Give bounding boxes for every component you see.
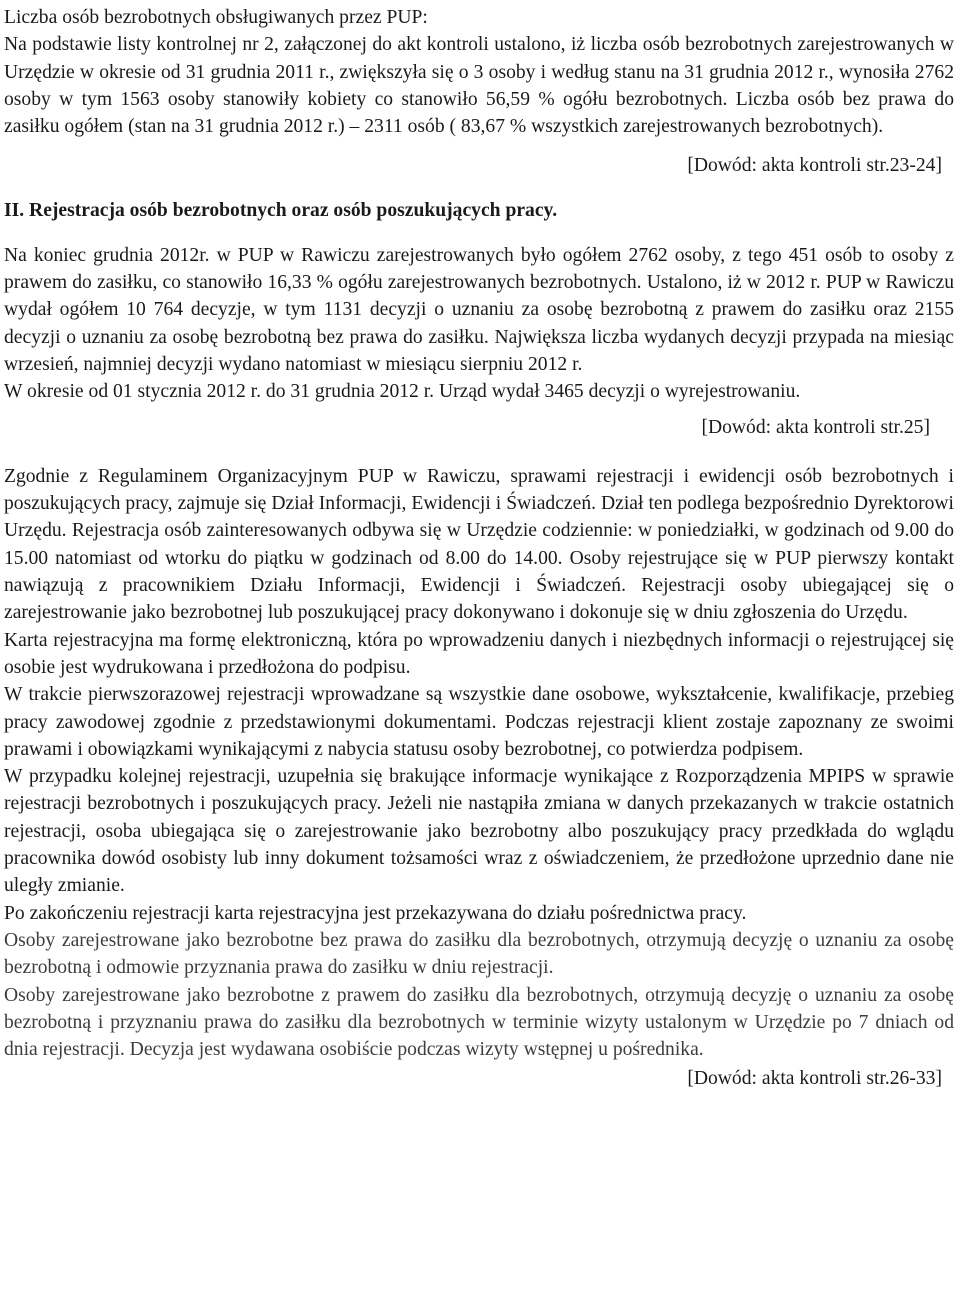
registration-end-paragraph: Po zakończeniu rejestracji karta rejestracyjna jest przekazywana do działu pośrednictwa pracy. (4, 902, 747, 924)
evidence-reference: [Dowód: akta kontroli str.23-24] (687, 155, 942, 177)
organization-paragraph: Zgodnie z Regulaminem Organizacyjnym PUP w Rawiczu, sprawami rejestracji i ewidencji osób bezrobotnych i poszukujących pracy, zajmuje się Dział Informacji, Ewidencji i Świadczeń. Dział ten podlega bezpośrednio Dyrektorowi Urzędu. Rejestracja osób zainteresowanych odbywa się w Urzędzie codziennie: w poniedziałki, w godzinach od 9.00 do 15.00 natomiast od wtorku do piątku w godzinach od 8.00 do 14.00. Osoby rejestrujące się w PUP pierwszy kontakt nawiązują z pracownikiem Działu Informacji, Ewidencji i Świadczeń. Rejestracji osoby ubiegającej się o zarejestrowanie jako bezrobotnej lub poszukującej pracy dokonywano i dokonuje się w dniu zgłoszenia do Urzędu. (4, 465, 954, 624)
unemployed-count-paragraph: Na podstawie listy kontrolnej nr 2, załączonej do akt kontroli ustalono, iż liczba osób bezrobotnych zarejestrowanych w Urzędzie w okresie od 31 grudnia 2011 r., zwiększyła się o 3 osoby i według stanu na 31 grudnia 2012 r., wynosiła 2762 osoby w tym 1563 osoby stanowiły kobiety co stanowiło 56,59 % ogółu bezrobotnych. Liczba osób bez prawa do zasiłku ogółem (stan na 31 grudnia 2012 r.) – 2311 osób ( 83,67 % wszystkich zarejestrowanych bezrobotnych). (4, 34, 954, 138)
no-benefit-paragraph: Osoby zarejestrowane jako bezrobotne bez prawa do zasiłku dla bezrobotnych, otrzymują decyzję o uznaniu za osobę bezrobotną i odmowie przyznania prawa do zasiłku w dniu rejestracji. (4, 929, 954, 979)
registration-stats-paragraph: Na koniec grudnia 2012r. w PUP w Rawiczu zarejestrowanych było ogółem 2762 osoby, z tego 451 osób to osoby z prawem do zasiłku, co stanowiło 16,33 % ogółu zarejestrowanych bezrobotnych. Ustalono, iż w 2012 r. PUP w Rawiczu wydał ogółem 10 764 decyzje, w tym 1131 decyzji o uznaniu za osobę bezrobotną z prawem do zasiłku oraz 2155 decyzji o uznaniu za osobę bezrobotną bez prawa do zasiłku. Największa liczba wydanych decyzji przypada na miesiąc wrzesień, najmniej decyzji wydano natomiast w miesiącu sierpniu 2012 r. (4, 244, 954, 375)
first-registration-paragraph: W trakcie pierwszorazowej rejestracji wprowadzane są wszystkie dane osobowe, wykształcenie, kwalifikacje, przebieg pracy zawodowej zgodnie z przedstawionymi dokumentami. Podczas rejestracji klient zostaje zapoznany ze swoimi prawami i obowiązkami wynikającymi z nabycia statusu osoby bezrobotnej, co potwierdza podpisem. (4, 684, 954, 760)
document-page (4, 4, 954, 1093)
next-registration-paragraph: W przypadku kolejnej rejestracji, uzupełnia się brakujące informacje wynikające z Rozporządzenia MPIPS w sprawie rejestracji bezrobotnych i poszukujących pracy. Jeżeli nie nastąpiła zmiana w danych przekazanych w trakcie ostatnich rejestracji, osoba ubiegająca się o zarejestrowanie jako bezrobotny albo poszukujący pracy przedkłada do wglądu pracownika dowód osobisty lub inny dokument tożsamości wraz z oświadczeniem, że przedłożone uprzednio dane nie uległy zmianie. (4, 766, 954, 897)
evidence-reference: [Dowód: akta kontroli str.26-33] (687, 1068, 942, 1090)
section-registration-stats (4, 242, 954, 441)
evidence-reference: [Dowód: akta kontroli str.25] (701, 416, 930, 438)
section-heading-registration: II. Rejestracja osób bezrobotnych oraz osób poszukujących pracy. (4, 199, 558, 221)
section-registration-procedure (4, 463, 954, 1093)
section-unemployed-count (4, 4, 954, 180)
with-benefit-paragraph: Osoby zarejestrowane jako bezrobotne z prawem do zasiłku dla bezrobotnych, otrzymują decyzję o uznaniu za osobę bezrobotną i przyznaniu prawa do zasiłku dla bezrobotnych w terminie wizyty ustalonym w Urzędzie po 7 dniach od dnia rejestracji. Decyzja jest wydawana osobiście podczas wizyty wstępnej u pośrednika. (4, 984, 954, 1061)
section-title: Liczba osób bezrobotnych obsługiwanych przez PUP: (4, 7, 428, 28)
deregistration-paragraph: W okresie od 01 stycznia 2012 r. do 31 grudnia 2012 r. Urząd wydał 3465 decyzji o wyrejestrowaniu. (4, 381, 801, 403)
registration-card-paragraph: Karta rejestracyjna ma formę elektroniczną, która po wprowadzeniu danych i niezbędnych informacji o rejestrującej się osobie jest wydrukowana i przedłożona do podpisu. (4, 629, 954, 678)
